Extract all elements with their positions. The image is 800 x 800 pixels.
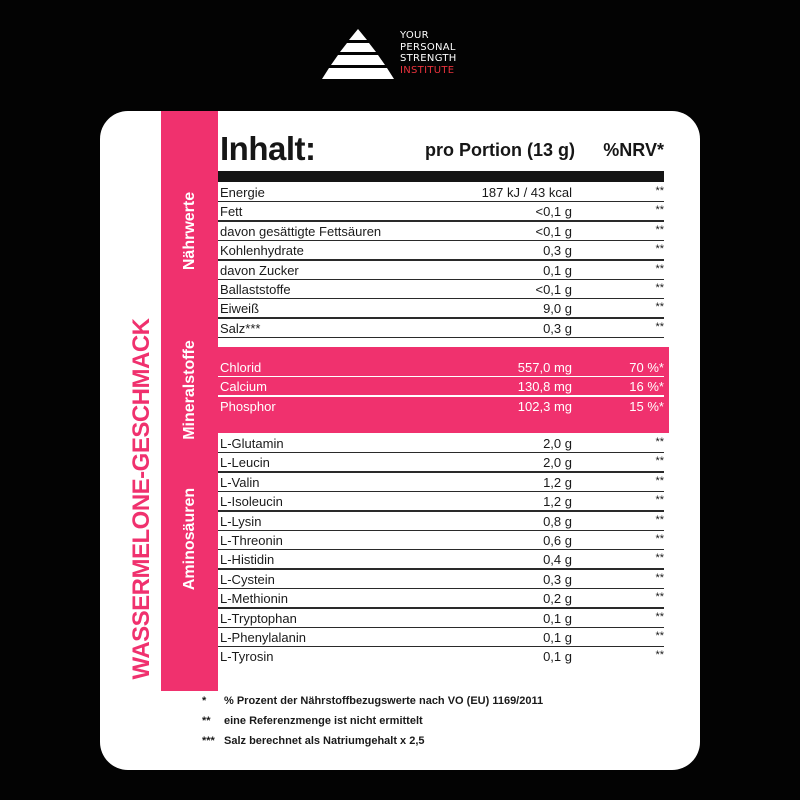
nutrient-nrv: 15 %* <box>629 398 664 414</box>
table-row <box>220 550 664 569</box>
category-label: Nährwerte <box>181 191 198 271</box>
nutrient-label: davon Zucker <box>220 262 299 278</box>
nutrient-label: Calcium <box>220 379 267 395</box>
table-row <box>220 647 664 666</box>
nutrient-amount: <0,1 g <box>535 223 572 239</box>
nutrient-nrv: ** <box>655 436 664 448</box>
nutrient-label: L-Histidin <box>220 552 275 568</box>
nutrient-label: L-Phenylalanin <box>220 630 307 645</box>
nutrient-label: Eiweiß <box>220 301 260 317</box>
nutrient-amount: 0,4 g <box>543 552 572 568</box>
nutrient-amount: 2,0 g <box>543 455 572 471</box>
table-row <box>220 280 664 299</box>
column-header-nrv: %NRV* <box>603 140 664 160</box>
table-row <box>220 261 664 280</box>
nutrient-amount: 0,1 g <box>543 649 572 665</box>
nutrient-nrv: ** <box>655 301 664 314</box>
table-row <box>220 202 664 221</box>
table-row <box>220 241 664 260</box>
footnote-text: Salz berechnet als Natriumgehalt x 2,5 <box>224 735 425 747</box>
nutrient-amount: 2,0 g <box>543 436 572 451</box>
column-header-portion: pro Portion (13 g) <box>425 140 575 160</box>
nutrient-label: Energie <box>220 185 265 200</box>
nutrient-amount: 0,6 g <box>543 533 572 548</box>
nutrient-amount: 0,3 g <box>543 320 572 336</box>
nutrient-amount: 0,1 g <box>543 630 572 645</box>
brand-line-2: PERSONAL <box>400 41 456 53</box>
brand-name <box>400 30 457 76</box>
nutrient-label: L-Tryptophan <box>220 610 297 626</box>
nutrient-amount: 102,3 mg <box>517 398 572 414</box>
table-row <box>220 299 664 318</box>
nutrient-nrv: ** <box>655 223 664 236</box>
footnote-text: % Prozent der Nährstoffbezugswerte nach VO (EU) 1169/2011 <box>224 695 544 707</box>
nutrient-nrv: ** <box>655 243 664 256</box>
table-row <box>220 492 664 511</box>
table-row <box>220 222 664 241</box>
nutrient-amount: 557,0 mg <box>517 360 572 375</box>
nutrient-amount: 0,3 g <box>543 571 572 587</box>
nutrient-nrv: ** <box>655 204 664 217</box>
category-label: Aminosäuren <box>181 487 198 591</box>
nutrient-nrv: 16 %* <box>629 379 664 395</box>
nutrient-amount: 1,2 g <box>543 494 572 510</box>
nutrient-nrv: ** <box>655 591 664 604</box>
nutrient-nrv: ** <box>655 185 664 197</box>
nutrient-nrv: 70 %* <box>629 360 664 375</box>
nutrient-label: L-Valin <box>220 474 260 490</box>
nutrient-label: L-Isoleucin <box>220 494 283 510</box>
nutrient-label: L-Glutamin <box>220 436 284 451</box>
table-row <box>220 434 664 453</box>
nutrient-amount: <0,1 g <box>535 204 572 220</box>
nutrient-label: L-Methionin <box>220 591 288 607</box>
nutrient-nrv: ** <box>655 474 664 487</box>
header-rule <box>218 171 664 182</box>
nutrient-label: Kohlenhydrate <box>220 243 304 259</box>
nutrient-nrv: ** <box>655 552 664 565</box>
nutrient-nrv: ** <box>655 455 664 468</box>
nutrient-nrv: ** <box>655 571 664 584</box>
nutrient-label: Salz*** <box>220 320 261 336</box>
nutrient-amount: 0,3 g <box>543 243 572 259</box>
table-row <box>220 453 664 472</box>
footnote-mark: * <box>202 695 207 707</box>
nutrient-nrv: ** <box>655 262 664 275</box>
nutrient-label: davon gesättigte Fettsäuren <box>220 223 382 239</box>
nutrient-label: Fett <box>220 204 243 220</box>
table-row <box>220 319 664 338</box>
nutrient-amount: 0,2 g <box>543 591 572 607</box>
table-row <box>220 183 664 202</box>
table-row <box>220 570 664 589</box>
table-row <box>220 628 664 647</box>
nutrient-amount: 0,1 g <box>543 262 572 278</box>
nutrient-amount: 187 kJ / 43 kcal <box>481 185 572 200</box>
footnote-mark: ** <box>202 715 211 727</box>
pyramid-icon <box>322 28 394 84</box>
table-row <box>220 609 664 628</box>
nutrient-amount: 1,2 g <box>543 474 572 490</box>
table-row <box>220 512 664 531</box>
footnote-text: eine Referenzmenge ist nicht ermittelt <box>224 715 423 727</box>
nutrition-panel <box>100 111 700 770</box>
brand-line-1: YOUR <box>400 30 429 41</box>
brand-line-3: STRENGTH <box>400 53 457 64</box>
nutrient-label: L-Cystein <box>220 571 275 587</box>
nutrient-label: Ballaststoffe <box>220 282 291 297</box>
table-row <box>220 397 664 416</box>
nutrient-nrv: ** <box>655 494 664 507</box>
nutrient-amount: 9,0 g <box>543 301 572 317</box>
footnote-mark: *** <box>202 735 215 747</box>
nutrient-amount: <0,1 g <box>535 282 572 297</box>
table-row <box>220 358 664 377</box>
nutrient-nrv: ** <box>655 282 664 294</box>
nutrient-label: L-Leucin <box>220 455 270 471</box>
table-row <box>220 589 664 608</box>
nutrient-nrv: ** <box>655 649 664 662</box>
brand-line-4: INSTITUTE <box>400 64 455 76</box>
nutrient-nrv: ** <box>655 610 664 623</box>
nutrient-label: L-Tyrosin <box>220 649 274 665</box>
nutrient-nrv: ** <box>655 320 664 333</box>
nutrient-nrv: ** <box>655 630 664 642</box>
nutrient-amount: 0,1 g <box>543 610 572 626</box>
nutrient-label: L-Threonin <box>220 533 283 548</box>
panel-title: Inhalt: <box>220 130 316 167</box>
brand-logo <box>318 28 488 88</box>
nutrient-label: L-Lysin <box>220 513 262 529</box>
table-row <box>220 473 664 492</box>
nutrient-label: Phosphor <box>220 398 276 414</box>
table-row <box>220 531 664 550</box>
flavor-text: WASSERMELONE-GESCHMACK <box>128 318 155 680</box>
nutrient-nrv: ** <box>655 533 664 545</box>
nutrient-nrv: ** <box>655 513 664 526</box>
nutrient-label: Chlorid <box>220 360 262 375</box>
table-row <box>220 377 664 396</box>
category-label: Mineralstoffe <box>181 340 198 440</box>
nutrient-amount: 0,8 g <box>543 513 572 529</box>
nutrient-amount: 130,8 mg <box>517 379 572 395</box>
